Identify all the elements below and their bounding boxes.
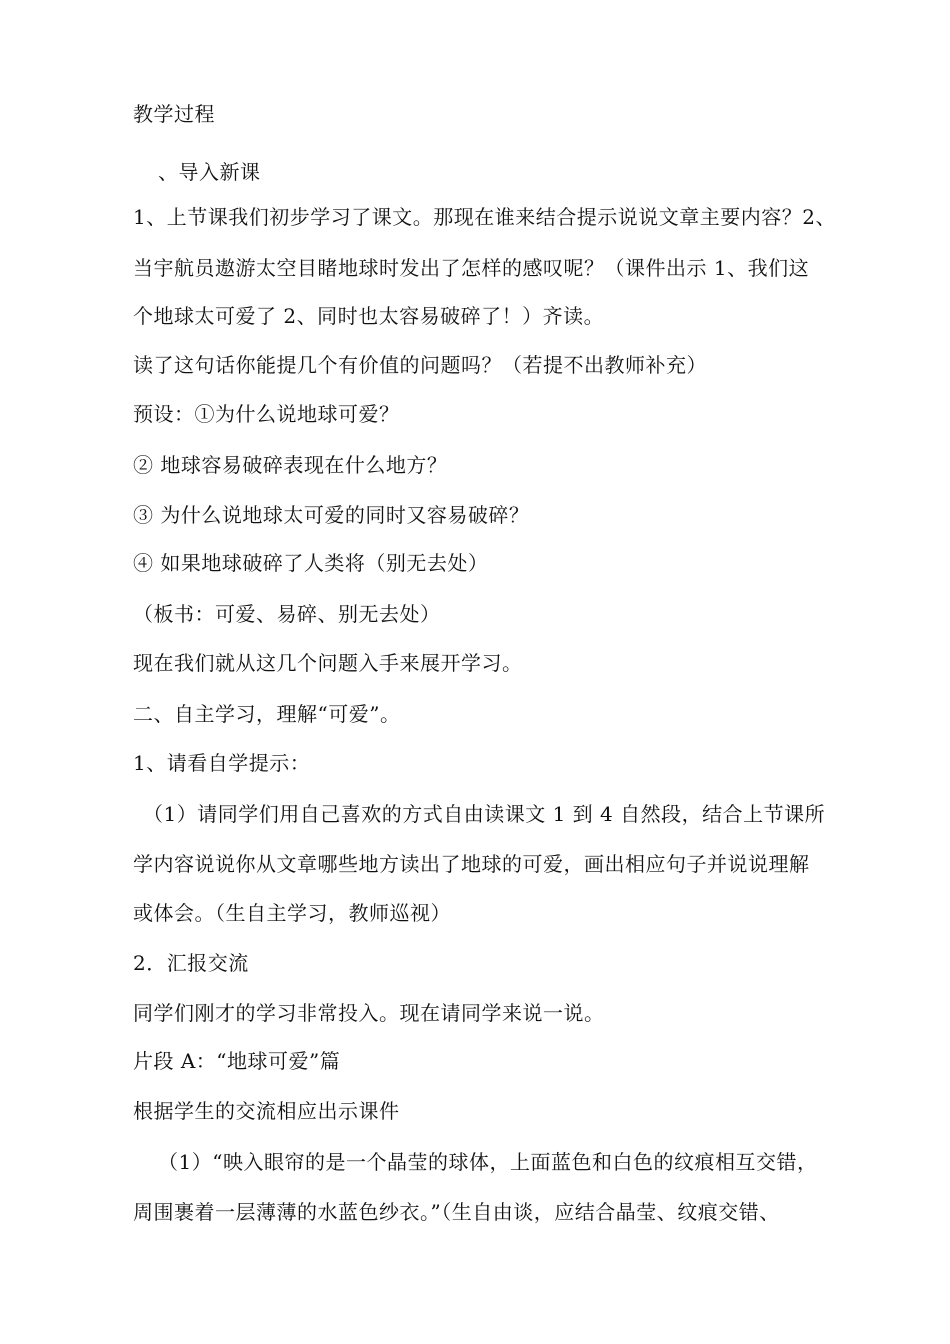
subheading-introduction: 、导入新课 [158,160,261,184]
paragraph-line: 当宇航员遨游太空目睹地球时发出了怎样的感叹呢？（课件出示 1、我们这 [133,256,810,280]
list-item: ③ 为什么说地球太可爱的同时又容易破碎？ [133,503,530,527]
paragraph-line: 读了这句话你能提几个有价值的问题吗？（若提不出教师补充） [133,353,707,377]
paragraph-line: 根据学生的交流相应出示课件 [133,1099,400,1123]
paragraph-line: （1）请同学们用自己喜欢的方式自由读课文 1 到 4 自然段，结合上节课所 [143,802,826,826]
paragraph-line: 同学们刚才的学习非常投入。现在请同学来说一说。 [133,1001,605,1025]
list-item: ② 地球容易破碎表现在什么地方？ [133,453,448,477]
section-heading-teaching-process: 教学过程 [133,102,215,126]
paragraph-line: 周围裹着一层薄薄的水蓝色纱衣。”（生自由谈，应结合晶莹、纹痕交错、 [133,1200,780,1224]
paragraph-line: 或体会。（生自主学习，教师巡视） [133,901,451,925]
paragraph-line: 1、上节课我们初步学习了课文。那现在谁来结合提示说说文章主要内容？2、 [133,205,836,229]
paragraph-line: 2．汇报交流 [133,951,249,975]
list-item: ④ 如果地球破碎了人类将（别无去处） [133,551,489,575]
paragraph-line: 个地球太可爱了 2、同时也太容易破碎了！）齐读。 [133,304,605,328]
section-heading: 二、自主学习，理解“可爱”。 [133,702,401,726]
paragraph-line: 1、请看自学提示： [133,751,311,775]
paragraph-line: 现在我们就从这几个问题入手来展开学习。 [133,651,523,675]
paragraph-line: 片段 A：“地球可爱”篇 [133,1049,341,1073]
paragraph-line: 学内容说说你从文章哪些地方读出了地球的可爱，画出相应句子并说说理解 [133,852,810,876]
blackboard-note: （板书：可爱、易碎、别无去处） [133,602,441,626]
paragraph-line: 预设：①为什么说地球可爱？ [133,402,400,426]
paragraph-line: （1）“映入眼帘的是一个晶莹的球体，上面蓝色和白色的纹痕相互交错， [158,1150,818,1174]
